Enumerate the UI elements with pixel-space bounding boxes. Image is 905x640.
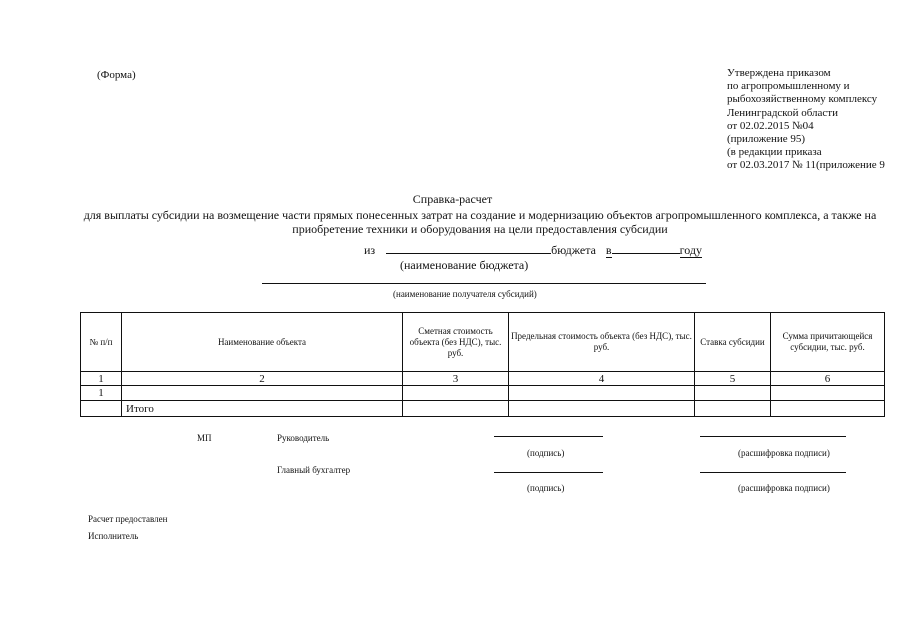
approval-line: по агропромышленному и [727,80,850,93]
accountant-signature-line[interactable] [494,472,603,473]
header-rate: Ставка субсидии [695,313,771,372]
in-word: в [605,243,612,257]
head-signature-line[interactable] [494,436,603,437]
header-object-name: Наименование объекта [122,313,403,372]
approval-block [727,67,885,173]
approval-line: Ленинградской области [727,106,838,119]
table-header-row [81,313,885,372]
cell-total-estimated[interactable] [403,401,509,417]
column-number: 1 [81,372,122,386]
budget-word: бюджета [551,243,596,257]
head-decode-hint: (расшифровка подписи) [738,448,830,458]
header-estimated-cost: Сметная стоимость объекта (без НДС), тыс. руб. [403,313,509,372]
from-prefix: из [364,243,376,257]
cell-total-rate[interactable] [695,401,771,417]
accountant-decode-hint: (расшифровка подписи) [738,483,830,493]
calculation-table [80,312,885,417]
total-row [81,401,885,417]
executor-label: Исполнитель [88,531,139,541]
header-number: № п/п [81,313,122,372]
table-row [81,386,885,401]
budget-name-blank[interactable] [386,241,551,254]
cell-subsidy-amount[interactable] [771,386,885,401]
cell-rate[interactable] [695,386,771,401]
budget-hint: (наименование бюджета) [400,258,529,272]
accountant-signature-hint: (подпись) [527,483,565,493]
accountant-decode-line[interactable] [700,472,846,473]
budget-line [364,241,702,258]
column-number: 2 [122,372,403,386]
year-blank[interactable] [612,241,680,254]
column-number: 3 [403,372,509,386]
cell-total-amount[interactable] [771,401,885,417]
header-subsidy-amount: Сумма причитающейся субсидии, тыс. руб. [771,313,885,372]
head-decode-line[interactable] [700,436,846,437]
submitted-label: Расчет предоставлен [88,514,168,524]
cell-max-cost[interactable] [509,386,695,401]
header-max-cost: Предельная стоимость объекта (без НДС), тыс. руб. [509,313,695,372]
column-number: 5 [695,372,771,386]
year-word: году [679,243,702,257]
approval-line: от 02.03.2017 № 11(приложение 9 [727,159,885,172]
head-label: Руководитель [277,433,330,443]
document-title: Справка-расчет [412,192,493,206]
cell-estimated-cost[interactable] [403,386,509,401]
approval-line: Утверждена приказом [727,67,831,79]
column-number-row [81,372,885,386]
approval-line: (в редакции приказа [727,146,822,159]
cell-number: 1 [81,386,122,401]
document-purpose: для выплаты субсидии на возмещение части прямых понесенных затрат на создание и модернизацию объектов агропромышленного комплекса, а также на приобретение техники и оборудования на цели предоставления субсидии [83,208,877,236]
head-signature-hint: (подпись) [527,448,565,458]
column-number: 4 [509,372,695,386]
total-label: Итого [122,401,403,417]
cell-total-max[interactable] [509,401,695,417]
stamp-label: МП [197,433,212,443]
cell-total-empty [81,401,122,417]
column-number: 6 [771,372,885,386]
approval-line: рыбохозяйственному комплексу [727,93,878,106]
recipient-hint: (наименование получателя субсидий) [393,289,537,299]
recipient-name-line[interactable] [262,283,706,284]
cell-object-name[interactable] [122,386,403,401]
approval-line: (приложение 95) [727,133,806,146]
approval-line: от 02.02.2015 №04 [727,119,814,132]
form-label: (Форма) [97,69,136,81]
chief-accountant-label: Главный бухгалтер [277,465,351,475]
